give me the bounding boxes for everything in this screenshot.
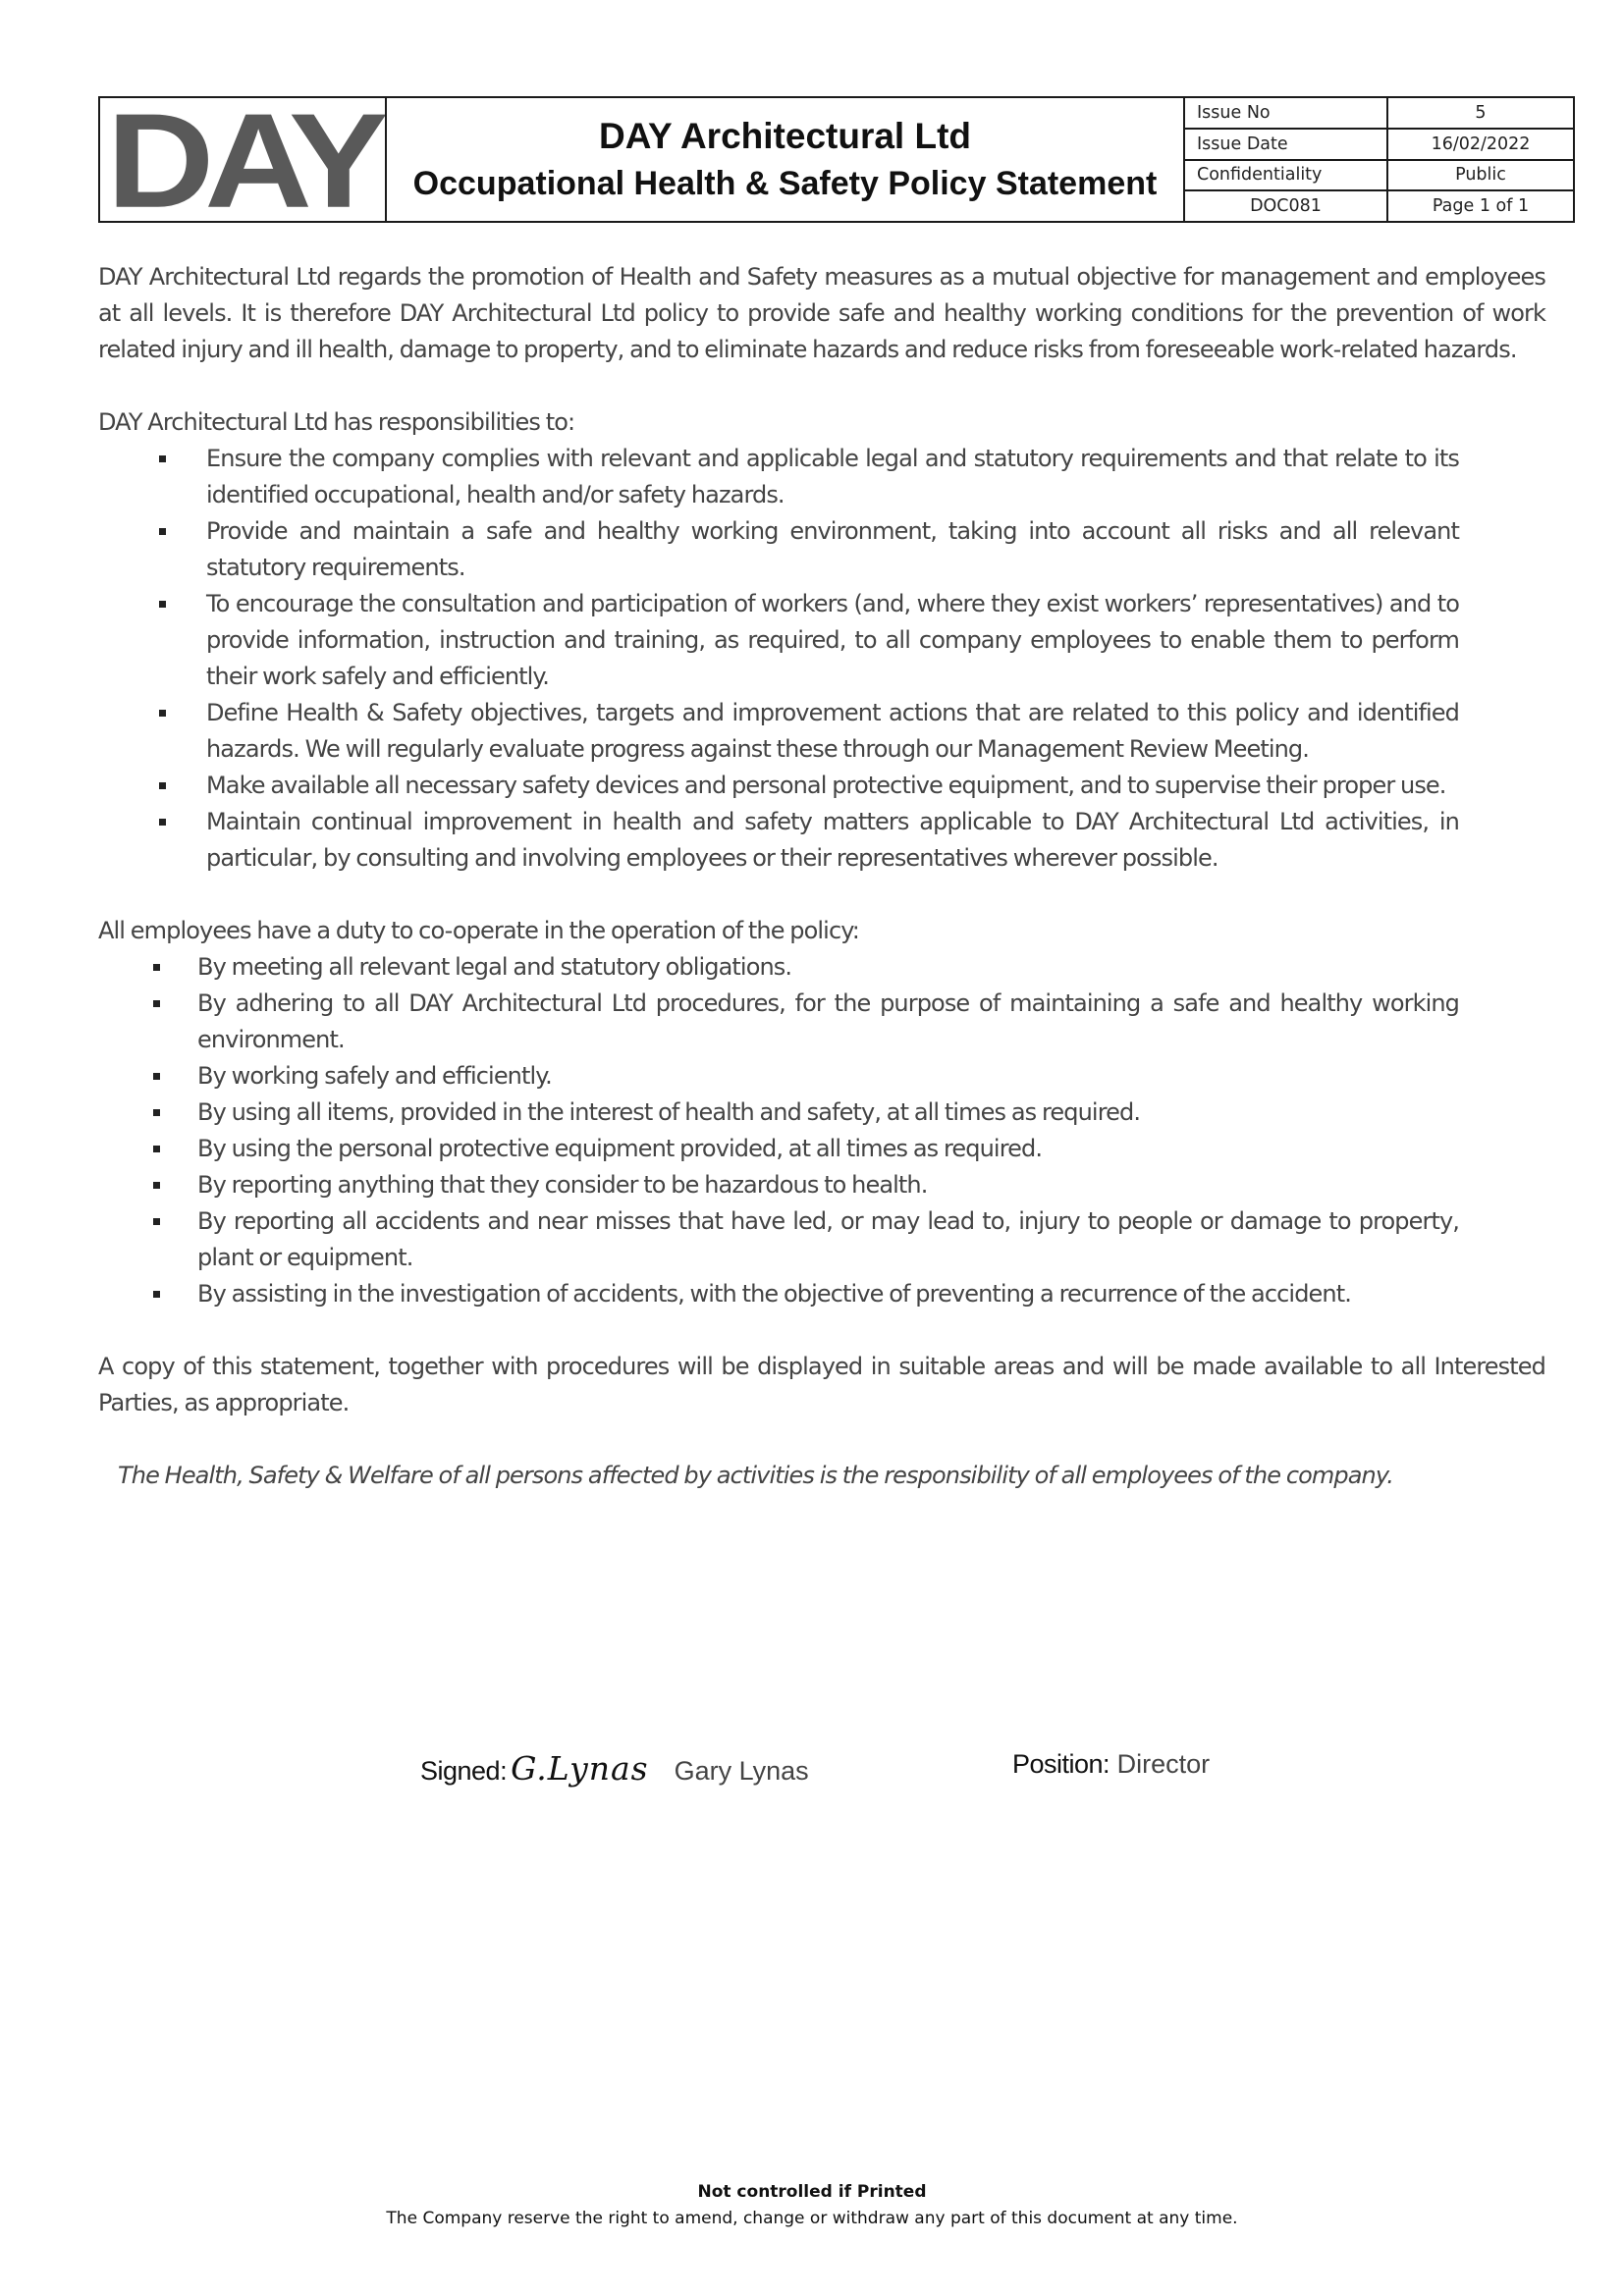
meta-row-confidentiality — [1185, 160, 1573, 190]
closing-paragraph: A copy of this statement, together with procedures will be displayed in suitable areas and will be made available to all Interested Parties, as appropriate. — [98, 1353, 1545, 1416]
list-item: To encourage the consultation and participation of workers (and, where they exist workers’ representatives) and to provide information, instruction and training, as required, to all company employees to enable them to perform their work safely and efficiently. — [98, 586, 1459, 695]
position-value: Director — [1116, 1749, 1211, 1779]
duties-heading: All employees have a duty to co-operate in the operation of the policy: — [98, 917, 859, 944]
confidentiality-value: Public — [1387, 160, 1573, 190]
responsibilities-list — [98, 441, 1545, 877]
position-label: Position: — [1012, 1749, 1110, 1779]
duties-list — [98, 949, 1545, 1312]
title-cell — [387, 98, 1185, 221]
list-item: By reporting anything that they consider to be hazardous to health. — [98, 1167, 1459, 1203]
meta-row-issue-no — [1185, 98, 1573, 129]
company-name: DAY Architectural Ltd — [599, 115, 971, 156]
footer-disclaimer: The Company reserve the right to amend, change or withdraw any part of this document at any time. — [386, 2209, 1238, 2228]
list-item: Ensure the company complies with relevant and applicable legal and statutory requirements and that relate to its identified occupational, health and/or safety hazards. — [98, 441, 1459, 513]
list-item: Maintain continual improvement in health and safety matters applicable to DAY Architectural Ltd activities, in particular, by consulting and involving employees or their representatives wherever possible. — [98, 804, 1459, 877]
handwritten-signature: G.Lynas — [511, 1749, 649, 1788]
list-item: Make available all necessary safety devices and personal protective equipment, and to supervise their proper use. — [98, 768, 1459, 804]
issue-date-label: Issue Date — [1185, 129, 1387, 159]
company-logo: DAY — [106, 98, 379, 221]
meta-row-doc — [1185, 190, 1573, 221]
footer-not-controlled: Not controlled if Printed — [697, 2182, 927, 2202]
responsibility-note: The Health, Safety & Welfare of all persons affected by activities is the responsibility of all employees of the company. — [118, 1462, 1394, 1489]
list-item: By adhering to all DAY Architectural Ltd procedures, for the purpose of maintaining a safe and healthy working environment. — [98, 986, 1459, 1058]
responsibilities-heading: DAY Architectural Ltd has responsibilities to: — [98, 408, 575, 436]
document-meta-table — [1185, 98, 1573, 221]
issue-date-value: 16/02/2022 — [1387, 129, 1573, 159]
list-item: By working safely and efficiently. — [98, 1058, 1459, 1095]
list-item: By meeting all relevant legal and statutory obligations. — [98, 949, 1459, 986]
document-title: Occupational Health & Safety Policy Statement — [412, 164, 1158, 202]
logo-cell — [100, 98, 387, 221]
meta-row-issue-date — [1185, 129, 1573, 159]
list-item: By using all items, provided in the interest of health and safety, at all times as required. — [98, 1095, 1459, 1131]
signatory-name: Gary Lynas — [674, 1756, 809, 1786]
signature-block — [420, 1749, 809, 1788]
position-block — [1012, 1749, 1210, 1780]
page-number: Page 1 of 1 — [1432, 195, 1530, 216]
list-item: By using the personal protective equipment provided, at all times as required. — [98, 1131, 1459, 1167]
confidentiality-label: Confidentiality — [1185, 160, 1387, 190]
signed-label: Signed: — [420, 1756, 508, 1786]
list-item: By reporting all accidents and near misses that have led, or may lead to, injury to people or damage to property, plant or equipment. — [98, 1203, 1459, 1276]
list-item: Provide and maintain a safe and healthy working environment, taking into account all risks and all relevant statutory requirements. — [98, 513, 1459, 586]
list-item: Define Health & Safety objectives, targets and improvement actions that are related to this policy and identified hazards. We will regularly evaluate progress against these through our Management Review Meeting. — [98, 695, 1459, 768]
doc-ref: DOC081 — [1185, 190, 1387, 221]
intro-paragraph: DAY Architectural Ltd regards the promotion of Health and Safety measures as a mutual objective for management and employees at all levels. It is therefore DAY Architectural Ltd policy to provide safe and healthy working conditions for the prevention of work related injury and ill health, damage to property, and to eliminate hazards and reduce risks from foreseeable work-related hazards. — [98, 263, 1545, 363]
list-item: By assisting in the investigation of accidents, with the objective of preventing a recurrence of the accident. — [98, 1276, 1459, 1312]
issue-no-value: 5 — [1387, 98, 1573, 129]
signature-row — [0, 1749, 1624, 1798]
issue-no-label: Issue No — [1185, 98, 1387, 129]
document-header — [98, 96, 1575, 223]
document-body — [98, 259, 1545, 1494]
